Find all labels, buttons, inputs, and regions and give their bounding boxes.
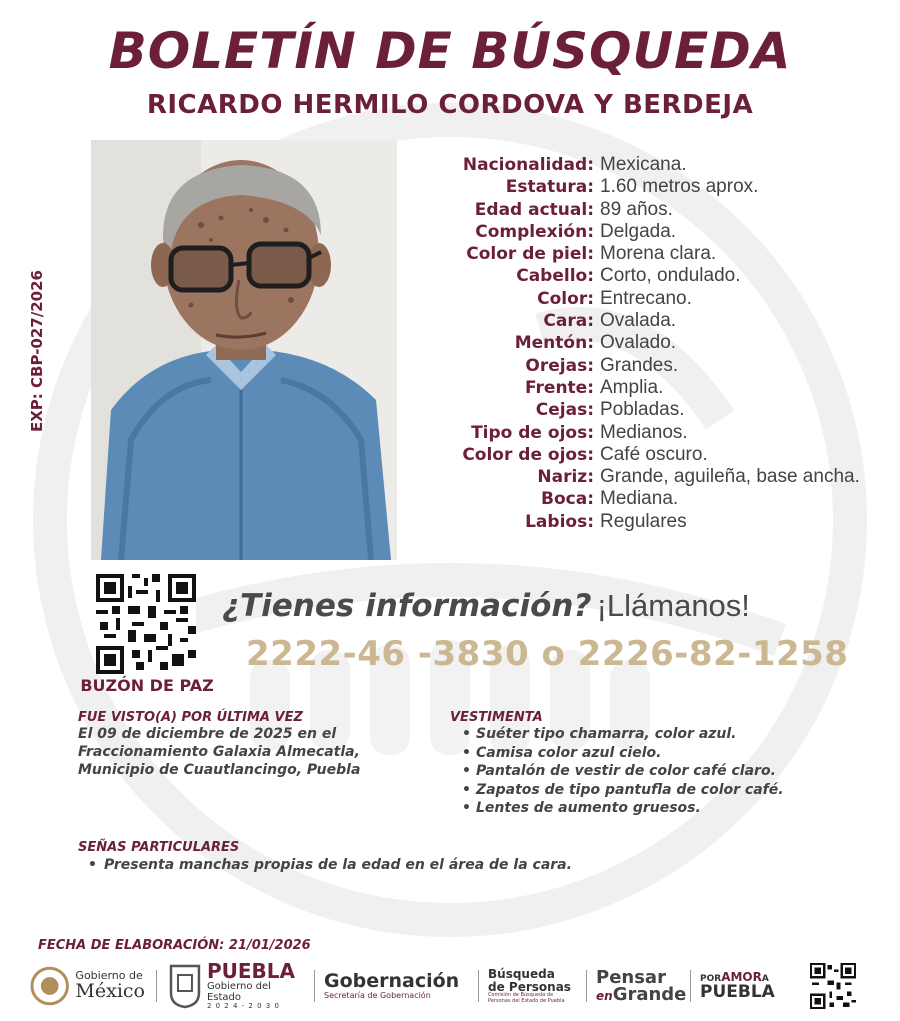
logo-text: Grande	[612, 984, 687, 1005]
attribute-row	[430, 176, 870, 198]
attribute-value: Ovalado.	[600, 332, 677, 354]
attribute-row	[430, 488, 870, 510]
attribute-label: Mentón:	[514, 333, 594, 354]
puebla-shield-icon	[168, 963, 202, 1009]
attribute-value: Mediana.	[600, 488, 679, 510]
attribute-row	[430, 243, 870, 265]
last-seen-line: Fraccionamiento Galaxia Almecatla,	[78, 744, 360, 760]
attribute-value: Amplia.	[600, 376, 664, 398]
logo-text: Secretaría de Gobernación	[324, 990, 431, 1000]
attribute-label: Cejas:	[535, 400, 594, 421]
buzon-de-paz-label: BUZÓN DE PAZ	[80, 676, 214, 695]
attribute-row	[430, 355, 870, 377]
attribute-value: Delgada.	[600, 220, 677, 242]
attribute-label: Edad actual:	[474, 199, 594, 220]
attribute-value: Corto, ondulado.	[600, 265, 741, 287]
attribute-label: Color:	[537, 288, 594, 309]
attribute-row	[430, 511, 870, 533]
attribute-label: Frente:	[525, 377, 594, 398]
attribute-value: 89 años.	[600, 198, 673, 220]
logo-text: Gobierno del Estado	[206, 981, 271, 1003]
call-us-text: ¡Llámanos!	[596, 588, 750, 623]
gobierno-mexico-logo	[30, 960, 145, 1012]
attribute-row	[430, 265, 870, 287]
logo-text: México	[75, 979, 145, 1002]
attribute-value: Regulares	[600, 510, 687, 532]
info-question: ¿Tienes información?	[222, 588, 592, 624]
logo-divider	[586, 970, 587, 1002]
logo-text: Comisión de Búsqueda de Personas del Estado de Puebla	[488, 992, 565, 1004]
phone-numbers[interactable]: 2222-46 -3830 o 2226-82-1258	[246, 634, 849, 674]
attribute-value: Entrecano.	[600, 287, 692, 309]
logo-text: Búsqueda	[488, 967, 555, 982]
attribute-label: Nariz:	[537, 467, 594, 488]
attribute-row	[430, 332, 870, 354]
elaboration-date: FECHA DE ELABORACIÓN: 21/01/2026	[38, 938, 311, 953]
attribute-row	[430, 422, 870, 444]
last-seen-heading: FUE VISTO(A) POR ÚLTIMA VEZ	[78, 710, 303, 725]
logo-divider	[314, 970, 315, 1002]
attribute-label: Color de piel:	[466, 244, 594, 265]
logo-divider	[690, 970, 691, 1002]
logo-text: Gobernación	[324, 969, 460, 992]
logo-divider	[156, 970, 157, 1002]
clothing-section	[450, 710, 870, 818]
attribute-row	[430, 199, 870, 221]
logo-text: 2 0 2 4 - 2 0 3 0	[206, 1002, 280, 1011]
attribute-label: Color de ojos:	[462, 444, 594, 465]
last-seen-line: Municipio de Cuautlancingo, Puebla	[78, 762, 361, 778]
clothing-item: • Suéter tipo chamarra, color azul.	[462, 725, 870, 744]
gobernacion-logo	[324, 960, 474, 1012]
attribute-label: Cara:	[543, 311, 594, 332]
physical-description	[430, 154, 870, 533]
logo-text: Gobierno de	[75, 969, 143, 983]
attribute-value: Café oscuro.	[600, 443, 708, 465]
attribute-value: Ovalada.	[600, 310, 677, 332]
pensar-en-grande-logo	[596, 960, 686, 1012]
attribute-value: 1.60 metros aprox.	[600, 176, 759, 198]
clothing-heading: VESTIMENTA	[450, 710, 543, 725]
mexico-shield-icon	[30, 966, 69, 1006]
busqueda-personas-logo	[488, 960, 588, 1012]
attribute-label: Estatura:	[505, 177, 594, 198]
clothing-item: • Camisa color azul cielo.	[462, 744, 870, 763]
last-seen-line: El 09 de diciembre de 2025 en el	[78, 726, 337, 742]
logo-text: de Personas	[488, 979, 571, 994]
logo-text: PUEBLA	[206, 959, 295, 984]
missing-person-photo	[91, 140, 397, 560]
attribute-label: Cabello:	[516, 266, 594, 287]
footer-qr-code[interactable]	[810, 963, 856, 1009]
logo-text: A	[761, 974, 769, 984]
attribute-row	[430, 444, 870, 466]
clothing-item: • Pantalón de vestir de color café claro.	[462, 762, 870, 781]
expediente-number: EXP: CBP-027/2026	[28, 270, 46, 432]
attribute-row	[430, 221, 870, 243]
attribute-row	[430, 288, 870, 310]
missing-person-name: RICARDO HERMILO CORDOVA Y BERDEJA	[146, 90, 754, 120]
attribute-label: Orejas:	[525, 355, 594, 376]
attribute-row	[430, 399, 870, 421]
buzon-qr-code[interactable]	[96, 574, 196, 674]
puebla-gobierno-logo	[168, 960, 308, 1012]
logo-text: PUEBLA	[700, 982, 775, 1002]
logo-text: POR	[700, 974, 722, 984]
attribute-value: Mexicana.	[600, 154, 687, 175]
clothing-item: • Zapatos de tipo pantufla de color café.	[462, 781, 870, 800]
logo-divider	[478, 970, 479, 1002]
attribute-label: Boca:	[541, 489, 594, 510]
particular-marks-section	[78, 840, 858, 874]
attribute-value: Grande, aguileña, base ancha.	[600, 466, 860, 488]
attribute-row	[430, 466, 870, 488]
attribute-row	[430, 154, 870, 176]
clothing-item: • Lentes de aumento gruesos.	[462, 799, 870, 818]
attribute-row	[430, 377, 870, 399]
call-to-action	[222, 588, 750, 624]
logo-text: AMOR	[721, 970, 762, 984]
particular-marks-list	[78, 856, 858, 874]
clothing-list	[450, 725, 870, 818]
por-amor-a-puebla-logo	[700, 960, 800, 1012]
last-seen-section	[78, 710, 438, 779]
attribute-label: Tipo de ojos:	[471, 422, 594, 443]
logo-text: en	[596, 989, 613, 1003]
bulletin-title: BOLETÍN DE BÚSQUEDA	[108, 22, 792, 80]
attribute-row	[430, 310, 870, 332]
particular-marks-heading: SEÑAS PARTICULARES	[78, 840, 240, 855]
attribute-label: Complexión:	[475, 221, 594, 242]
attribute-value: Medianos.	[600, 421, 688, 443]
footer-logos	[30, 960, 870, 1012]
particular-mark-item: • Presenta manchas propias de la edad en el área de la cara.	[88, 856, 858, 874]
attribute-value: Morena clara.	[600, 243, 717, 265]
attribute-label: Nacionalidad:	[462, 155, 594, 175]
attribute-value: Grandes.	[600, 354, 679, 376]
attribute-label: Labios:	[525, 511, 594, 532]
logo-text: Pensar	[596, 966, 666, 988]
attribute-value: Pobladas.	[600, 399, 685, 421]
